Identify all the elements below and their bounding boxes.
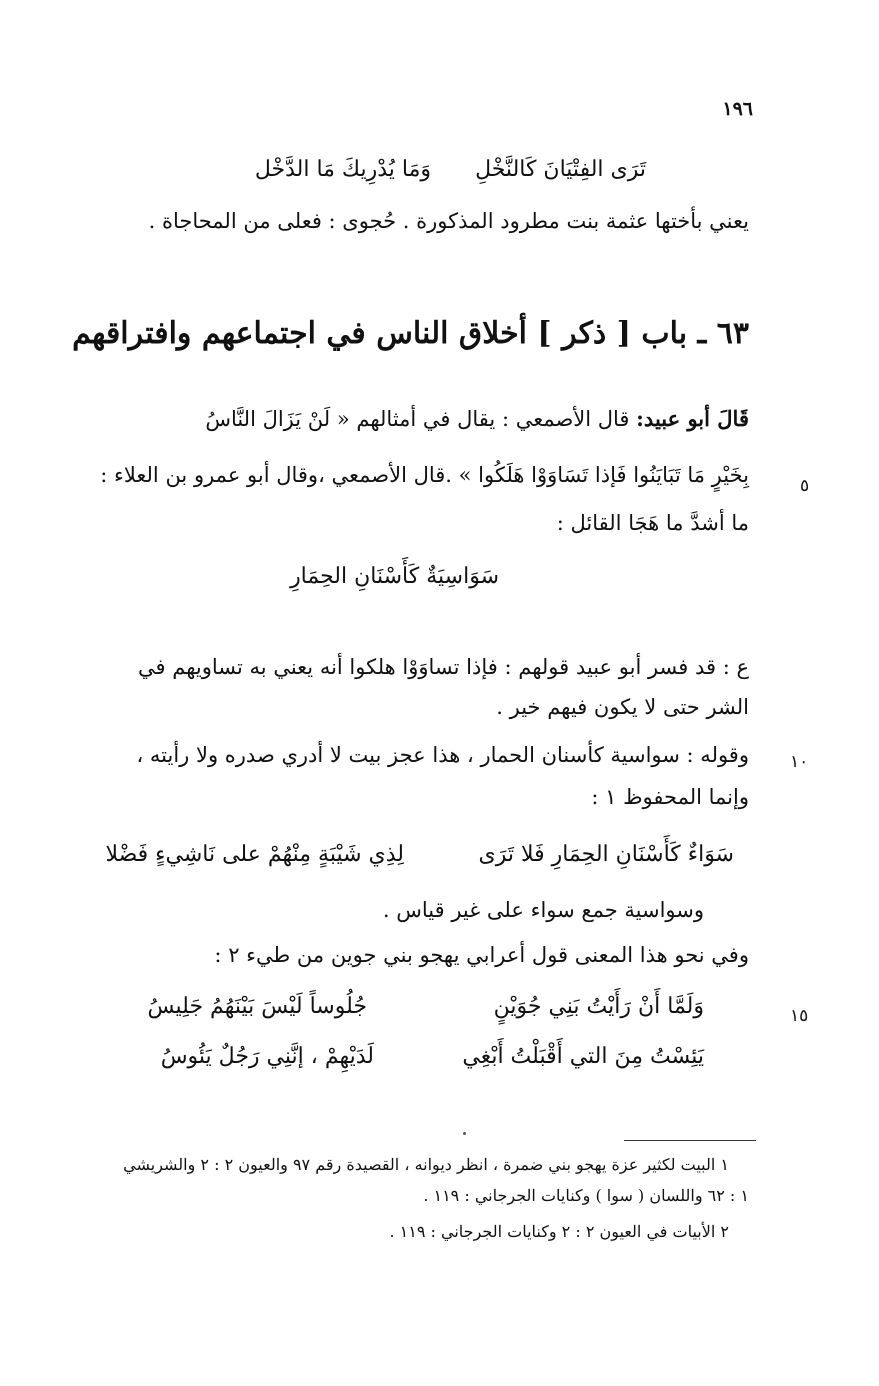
- verse2-left-hemistich: لِذِي شَيْبَةٍ مِنْهُمْ على نَاشِيءٍ فَضْلا: [105, 842, 404, 867]
- line-number-15: ١٥: [790, 1006, 809, 1026]
- para2-line1: ع : قد فسر أبو عبيد قولهم : فإذا تساوَوْا هلكوا أنه يعني به تساويهم في: [138, 655, 749, 679]
- page-number: ١٩٦: [722, 98, 753, 120]
- half-verse: سَوَاسِيَةٌ كَأَسْنَانِ الحِمَارِ: [290, 564, 499, 589]
- para1-line3: ما أشدَّ ما هَجَا القائل :: [556, 511, 749, 535]
- para1-line1-text: قال الأصمعي : يقال في أمثالهم « لَنْ يَزَالَ النَّاسُ: [205, 407, 630, 431]
- verse3-line2-right: يَئِسْتُ مِنَ التي أَقْبَلْتُ أَبْغِي: [462, 1044, 704, 1069]
- line-number-10: ١٠: [790, 752, 809, 772]
- verse3-line1-right: وَلَمَّا أَنْ رَأَيْتُ بَنِي جُوَيْنٍ: [493, 994, 704, 1019]
- para3-line2: وإنما المحفوظ ١ :: [591, 785, 749, 809]
- footnote-1-line1: ١ البيت لكثير عزة يهجو بني ضمرة ، انظر ديوانه ، القصيدة رقم ٩٧ والعيون ٢ : ٢ والشريشي: [123, 1155, 729, 1174]
- para5-line: وفي نحو هذا المعنى قول أعرابي يهجو بني جوين من طيء ٢ :: [214, 943, 749, 967]
- para1-line2: بِخَيْرٍ مَا تَبَايَنُوا فَإذا تَسَاوَوْا هَلَكُوا » .قال الأصمعي ،وقال أبو عمرو بن العلاء :: [100, 463, 749, 487]
- line-number-5: ٥: [800, 476, 810, 496]
- chapter-heading: ٦٣ ـ باب [ ذكر ] أخلاق الناس في اجتماعهم وافتراقهم: [72, 316, 749, 351]
- footnote-2: ٢ الأبيات في العيون ٢ : ٢ وكنايات الجرجاني : ١١٩ .: [389, 1222, 729, 1241]
- verse3-line2-left: لَدَيْهِمْ ، إنَّنِي رَجُلٌ يَئُوسُ: [160, 1044, 374, 1069]
- para1-line1: [205, 404, 749, 434]
- para1-lead: قَالَ أبو عبيد:: [636, 406, 749, 431]
- top-explanation-line: يعني بأختها عثمة بنت مطرود المذكورة . حُجوى : فعلى من المحاجاة .: [148, 209, 749, 233]
- top-verse-left-hemistich: وَمَا يُدْرِيكَ مَا الدَّخْل: [254, 157, 431, 182]
- para2-line2: الشر حتى لا يكون فيهم خير .: [496, 695, 749, 719]
- stray-mark: [463, 1132, 466, 1135]
- top-verse-right-hemistich: تَرَى الفِتْيَانَ كَالنَّخْلِ: [475, 157, 646, 182]
- verse3-line1-left: جُلُوساً لَيْسَ بَيْنَهُمُ جَلِيسُ: [147, 994, 367, 1019]
- para4-line: وسواسية جمع سواء على غير قياس .: [382, 898, 704, 922]
- footnote-separator: [624, 1140, 756, 1141]
- footnote-1-line2: ١ : ٦٢ واللسان ( سوا ) وكنايات الجرجاني : ١١٩ .: [423, 1186, 749, 1205]
- para3-line1: وقوله : سواسية كأسنان الحمار ، هذا عجز بيت لا أدري صدره ولا رأيته ،: [136, 743, 749, 767]
- verse2-right-hemistich: سَوَاءٌ كَأَسْنَانِ الحِمَارِ فَلا تَرَى: [478, 842, 734, 867]
